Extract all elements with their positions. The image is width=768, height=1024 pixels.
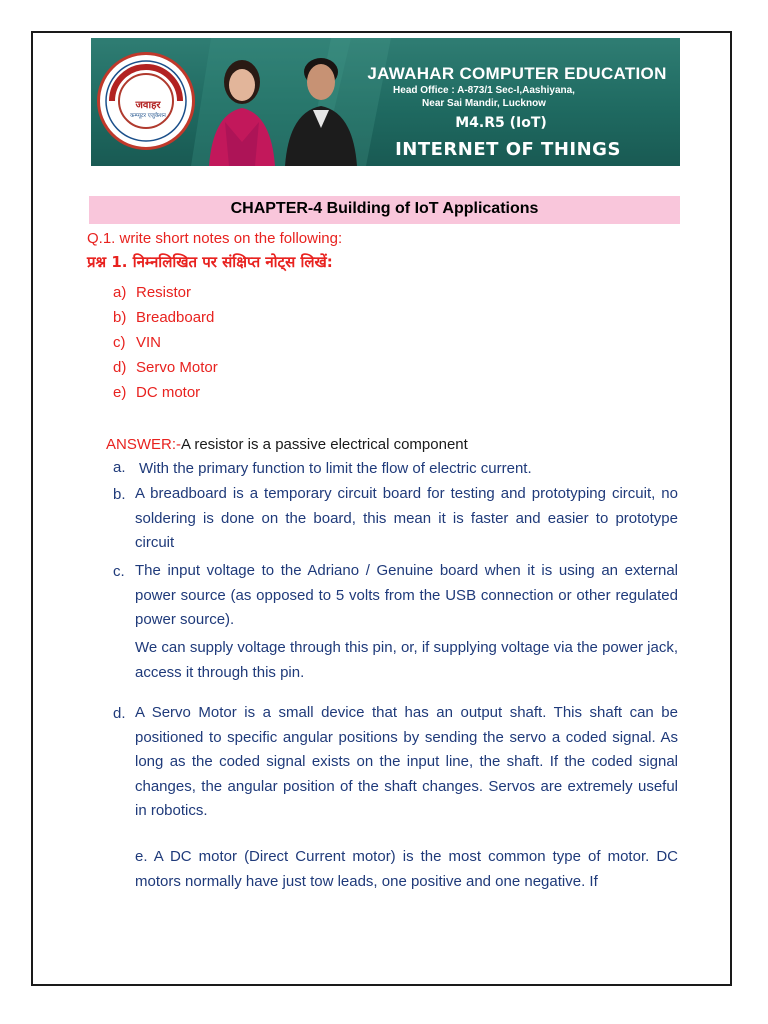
question-item-breadboard: Breadboard <box>136 309 215 326</box>
address-line-1: Head Office : A-873/1 Sec-I,Aashiyana, <box>393 85 575 96</box>
question-item-vin: VIN <box>136 334 162 351</box>
question-item-marker: c) <box>113 334 126 351</box>
question-item-marker: e) <box>113 384 127 401</box>
answer-d-text: A Servo Motor is a small device that has an output shaft. This shaft can be positioned to specific angular positions by sending the servo a coded signal. As long as the coded signal exists on the input line, the shaft. If the coded signal changes, the angular position of the shaft changes. Servos are extremely useful in robotics. <box>135 704 678 819</box>
person-photo-woman <box>203 52 281 166</box>
question-item-servo: Servo Motor <box>136 359 218 376</box>
answer-marker-d: d. <box>113 705 126 722</box>
header-banner <box>91 38 680 166</box>
module-code: M4.R5 (IoT) <box>455 115 547 131</box>
answer-intro: A resistor is a passive electrical component <box>181 436 468 453</box>
answer-e-text: e. A DC motor (Direct Current motor) is the most common type of motor. DC motors normally have just tow leads, one positive and one negative. If <box>135 848 678 890</box>
question-item-resistor: Resistor <box>136 284 192 301</box>
seal-subtitle: कम्प्यूटर एजुकेशन <box>130 113 166 119</box>
address-line-2: Near Sai Mandir, Lucknow <box>422 98 546 109</box>
answer-marker-a: a. <box>113 459 126 476</box>
question-item-dc-motor: DC motor <box>136 384 201 401</box>
answer-line <box>106 432 468 457</box>
answer-marker-c: c. <box>113 563 125 580</box>
question-item-marker: d) <box>113 359 127 376</box>
chapter-title: CHAPTER-4 Building of IoT Applications <box>230 200 539 217</box>
seal-name: जवाहर <box>135 100 161 111</box>
question-english: Q.1. write short notes on the following: <box>87 230 343 247</box>
answer-c-text-2: We can supply voltage through this pin, or, if supplying voltage via the power jack, access it through this pin. <box>135 639 678 681</box>
question-item-marker: a) <box>113 284 127 301</box>
question-hindi: प्रश्न 1. निम्नलिखित पर संक्षिप्त नोट्स लिखें: <box>87 253 333 271</box>
person-photo-man <box>281 48 361 166</box>
answer-b-text: A breadboard is a temporary circuit board for testing and prototyping circuit, no soldering is done on the board, this mean it is faster and easier to prototype circuit <box>135 485 678 551</box>
answer-label: ANSWER:- <box>106 436 181 453</box>
institute-name: JAWAHAR COMPUTER EDUCATION <box>367 64 667 83</box>
seal-inner <box>118 73 174 129</box>
subject-title: INTERNET OF THINGS <box>395 139 621 160</box>
institute-seal-logo <box>97 52 195 150</box>
answer-marker-b: b. <box>113 486 126 503</box>
question-item-marker: b) <box>113 309 127 326</box>
answer-a-text: With the primary function to limit the flow of electric current. <box>139 460 532 477</box>
chapter-heading-bar <box>89 196 680 224</box>
answer-c-text: The input voltage to the Adriano / Genuine board when it is using an external power source (as opposed to 5 volts from the USB connection or other regulated power source). <box>135 562 678 628</box>
